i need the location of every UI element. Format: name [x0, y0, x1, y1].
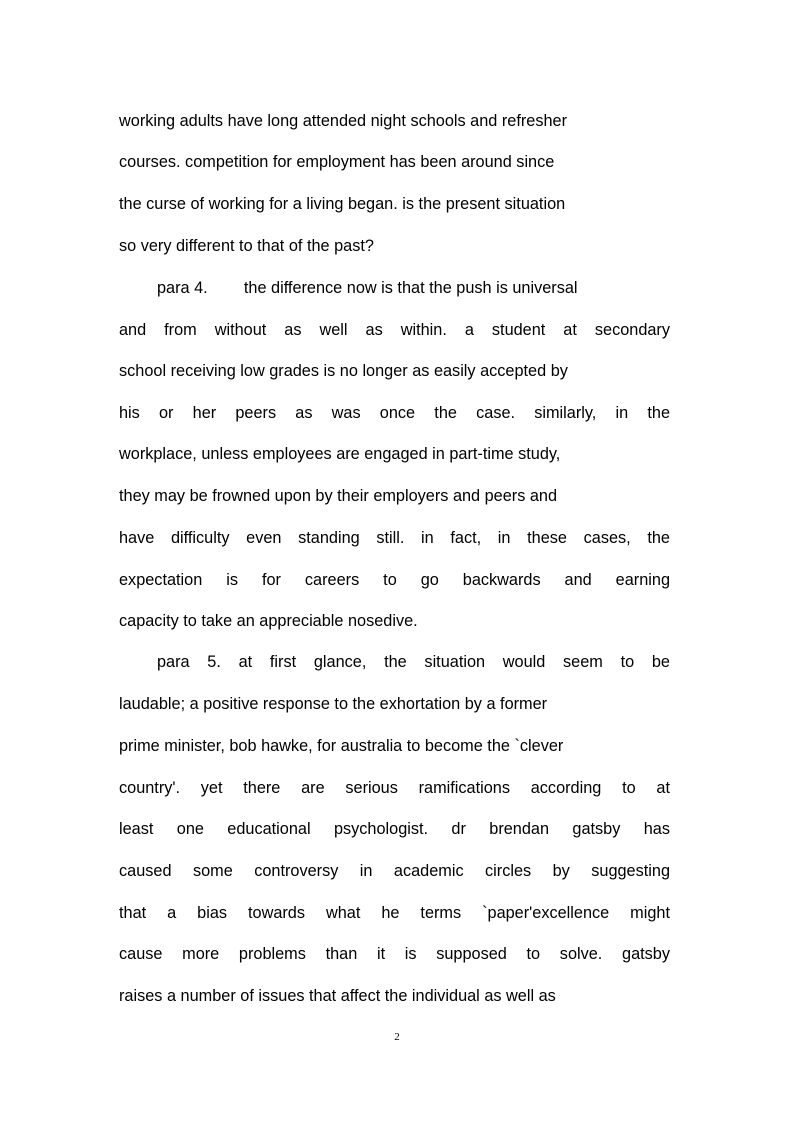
text-line: and from without as well as within. a student at secondary	[119, 321, 670, 339]
text-line: the curse of working for a living began. is the present situation	[119, 195, 566, 213]
text-line: country'. yet there are serious ramifications according to at	[119, 779, 670, 797]
text-line: raises a number of issues that affect the individual as well as	[119, 987, 556, 1005]
text-line: courses. competition for employment has been around since	[119, 153, 555, 171]
text-line: capacity to take an appreciable nosedive.	[119, 612, 418, 630]
text-line: prime minister, bob hawke, for australia to become the `clever	[119, 737, 564, 755]
text-line: caused some controversy in academic circles by suggesting	[119, 862, 670, 880]
text-line: have difficulty even standing still. in fact, in these cases, the	[119, 529, 670, 547]
text-line: that a bias towards what he terms `paper'excellence might	[119, 904, 670, 922]
text-line: workplace, unless employees are engaged in part-time study,	[119, 445, 561, 463]
text-line: para 4. the difference now is that the push is universal	[157, 279, 578, 297]
text-line: cause more problems than it is supposed to solve. gatsby	[119, 945, 670, 963]
text-line: they may be frowned upon by their employers and peers and	[119, 487, 558, 505]
text-line: his or her peers as was once the case. similarly, in the	[119, 404, 670, 422]
text-line: working adults have long attended night schools and refresher	[119, 112, 568, 130]
text-line: school receiving low grades is no longer as easily accepted by	[119, 362, 568, 380]
text-line: expectation is for careers to go backwards and earning	[119, 571, 670, 589]
text-line: para 5. at first glance, the situation would seem to be	[157, 653, 670, 671]
text-line: least one educational psychologist. dr brendan gatsby has	[119, 820, 670, 838]
text-line: so very different to that of the past?	[119, 237, 374, 255]
page-number: 2	[394, 1031, 400, 1043]
text-line: laudable; a positive response to the exhortation by a former	[119, 695, 548, 713]
